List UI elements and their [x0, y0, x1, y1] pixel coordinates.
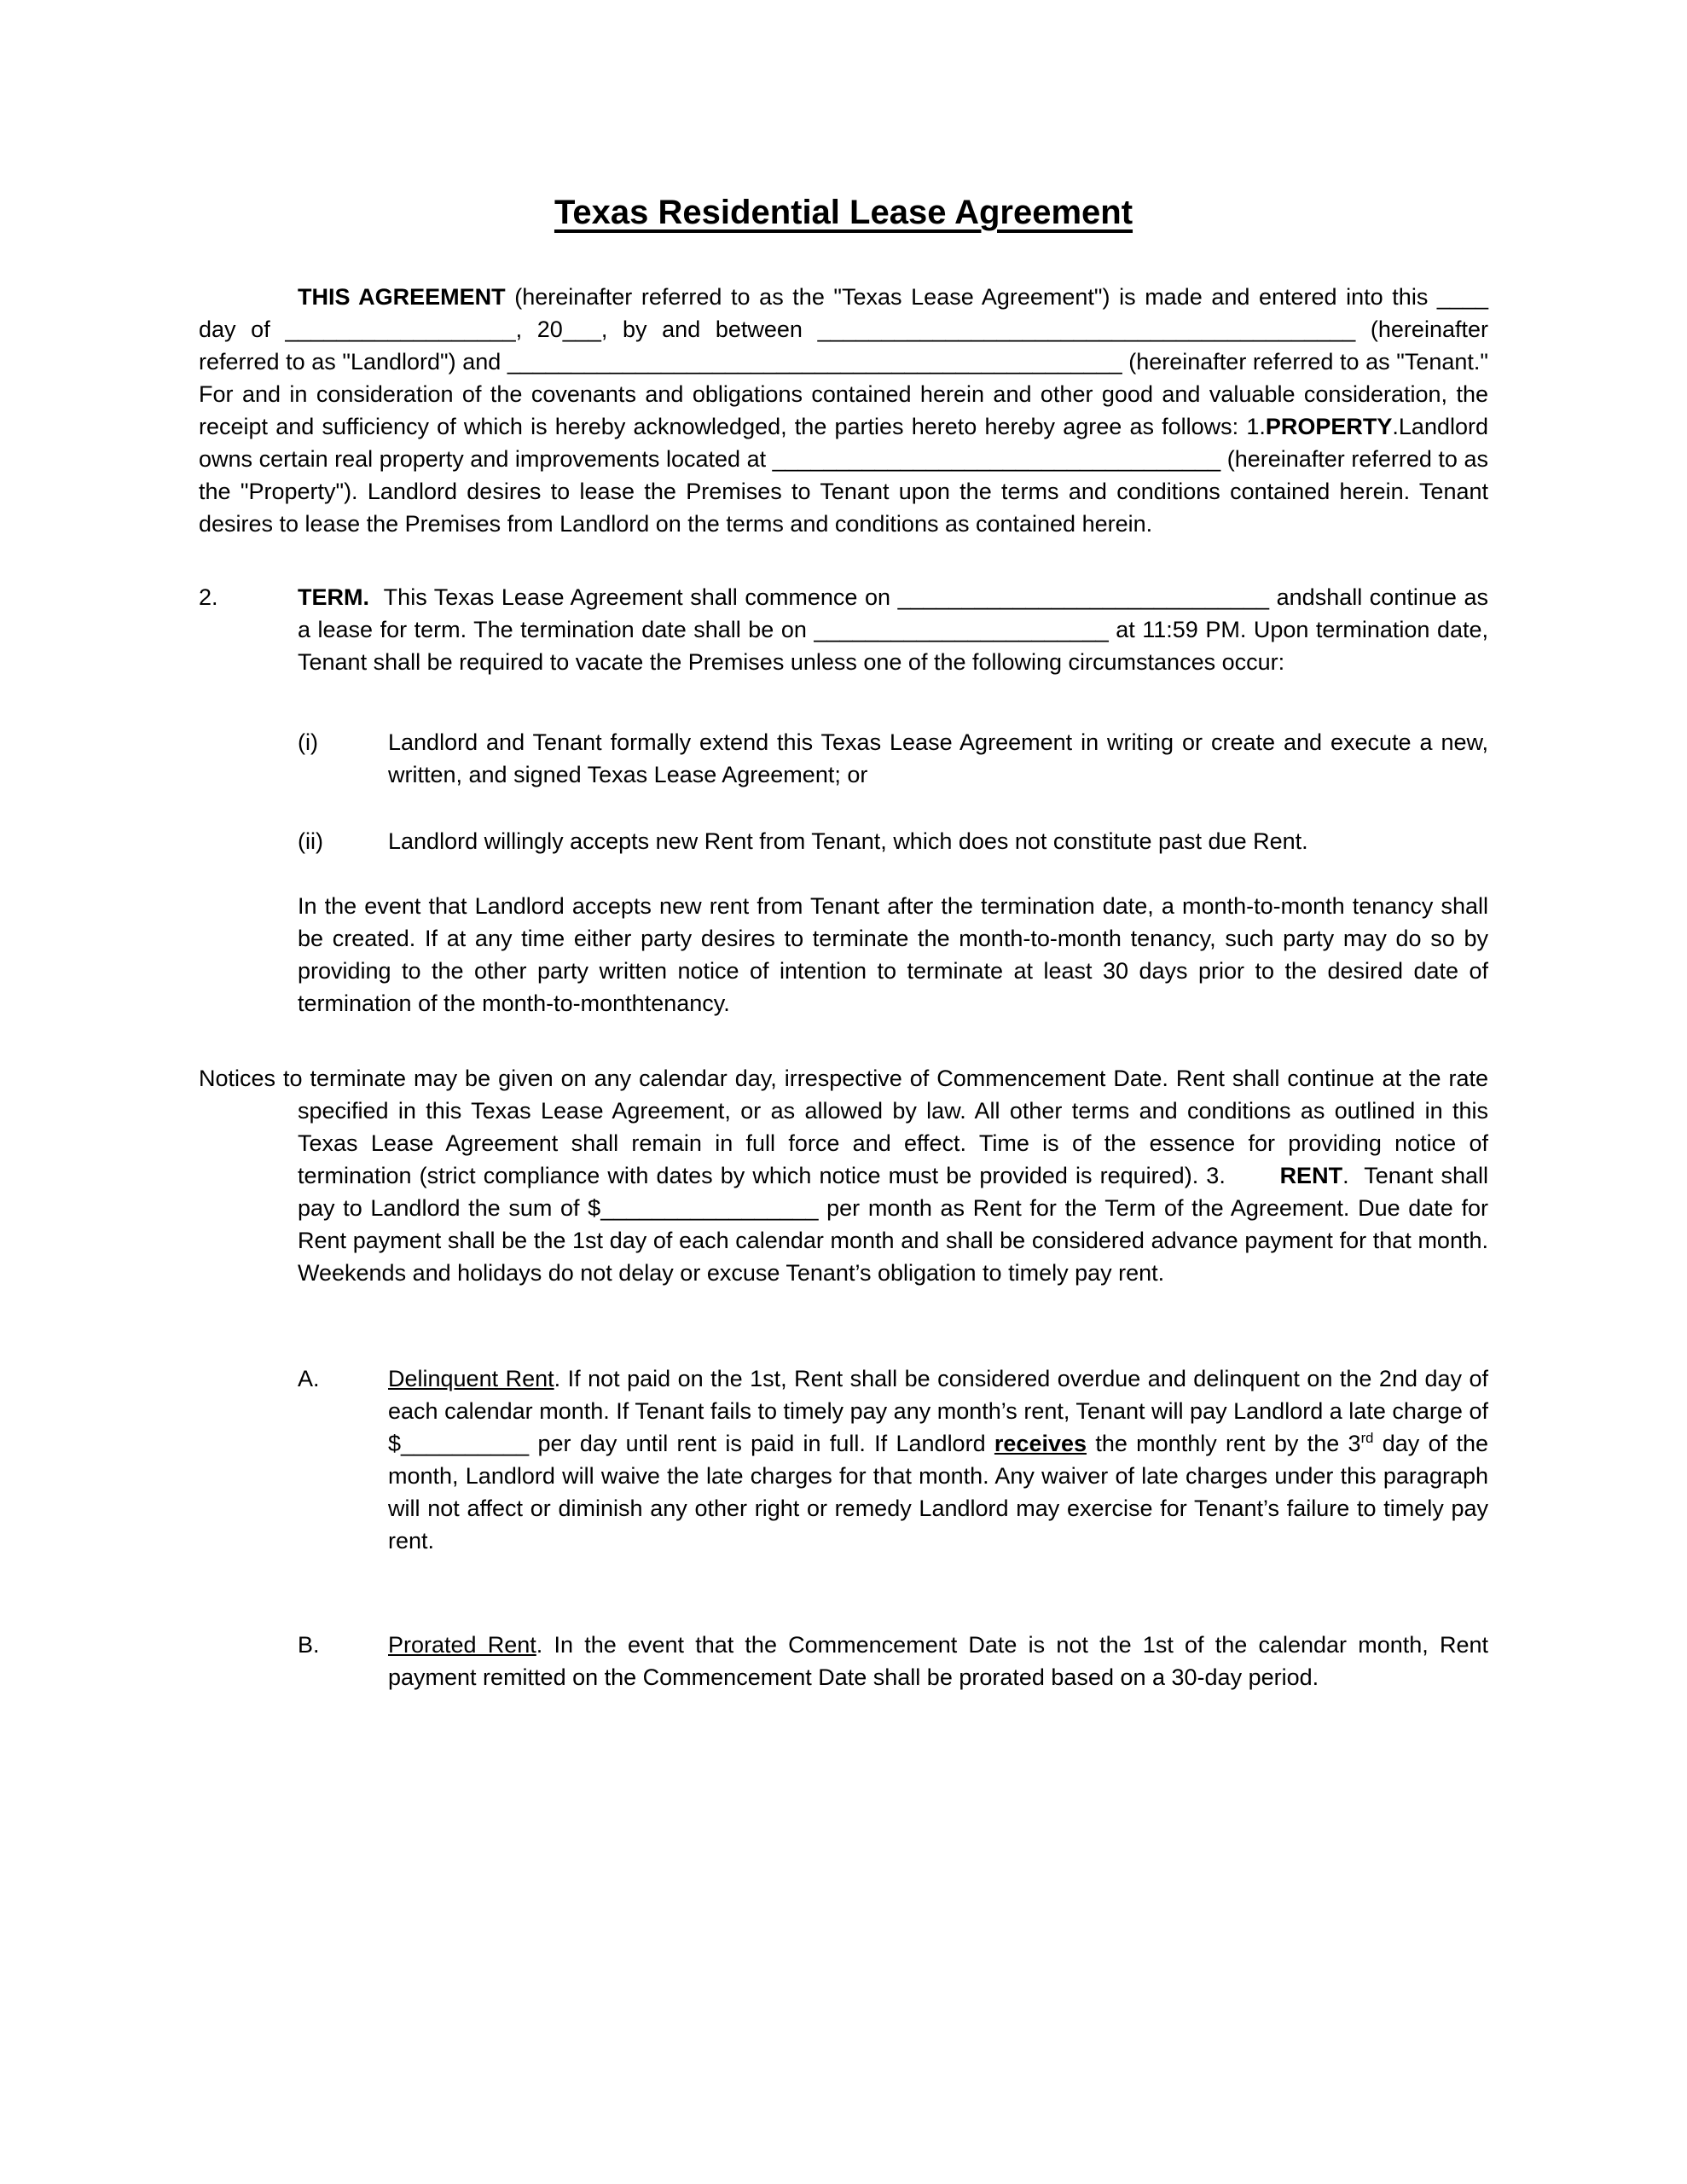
clause-ii-text: Landlord willingly accepts new Rent from Tenant, which does not constitute past due Rent. — [388, 828, 1308, 854]
clause-i-number: (i) — [298, 729, 318, 755]
month-to-month-paragraph: In the event that Landlord accepts new rent from Tenant after the termination date, a month-to-month tenancy shall be created. If at any time either party desires to terminate the month-to-month tenancy, such party may do so by providing to the other party written notice of intention to terminate at least 30 days prior to the desired date of termination of the month-to-monthtenancy. — [298, 893, 1488, 1016]
clause-i-text: Landlord and Tenant formally extend this Texas Lease Agreement in writing or create and execute a new, written, and signed Texas Lease Agreement; or — [388, 729, 1488, 787]
prorated-rent-item — [298, 1629, 1488, 1693]
section-term — [199, 581, 1488, 678]
prorated-rent-text: Prorated Rent. In the event that the Commencement Date is not the 1st of the calendar month, Rent payment remitted on the Commencement Date shall be prorated based on a 30-day period. — [388, 1632, 1489, 1690]
delinquent-rent-text: Delinquent Rent. If not paid on the 1st, Rent shall be considered overdue and delinquent on the 2nd day of each calendar month. If Tenant fails to timely pay any month’s rent, Tenant will pay Landlord a late charge of $__________ per day until rent is paid in full. If Landlord receives the monthly rent by the 3rd day of the month, Landlord will waive the late charges for that month. Any waiver of late charges under this paragraph will not affect or diminish any other right or remedy Landlord may exercise for Tenant’s failure to timely pay rent. — [388, 1366, 1488, 1554]
intro-paragraph: THIS AGREEMENT (hereinafter referred to as the "Texas Lease Agreement") is made and entered into this ____ day of __________________, 20___, by and between __________________________________________ (hereinafter referred to as "Landlord") and ________________________________________________ (hereinafter referred to as "Tenant." For and in consideration of the covenants and obligations contained herein and other good and valuable consideration, the receipt and sufficiency of which is hereby acknowledged, the parties hereto hereby agree as follows: 1.PROPERTY.Landlord owns certain real property and improvements located at ___________________________________ (hereinafter referred to as the "Property"). Landlord desires to lease the Premises to Tenant upon the terms and conditions contained herein. Tenant desires to lease the Premises from Landlord on the terms and conditions as contained herein. — [199, 284, 1488, 537]
clause-ii — [298, 825, 1488, 857]
delinquent-rent-item — [298, 1362, 1488, 1557]
prorated-rent-letter: B. — [298, 1632, 320, 1658]
document-title: Texas Residential Lease Agreement — [554, 194, 1133, 231]
notices-rent-paragraph: Notices to terminate may be given on any calendar day, irrespective of Commencement Date. Rent shall continue at the rate specified in this Texas Lease Agreement, or as allowed by law. All other terms and conditions as outlined in this Texas Lease Agreement shall remain in full force and effect. Time is of the essence for providing notice of termination (strict compliance with dates by which notice must be provided is required). 3. RENT. Tenant shall pay to Landlord the sum of $_________________ per month as Rent for the Term of the Agreement. Due date for Rent payment shall be the 1st day of each calendar month and shall be considered advance payment for that month. Weekends and holidays do not delay or excuse Tenant’s obligation to timely pay rent. — [199, 1066, 1488, 1286]
delinquent-rent-letter: A. — [298, 1366, 320, 1391]
section-term-number: 2. — [199, 584, 218, 610]
clause-ii-number: (ii) — [298, 828, 323, 854]
clause-i — [298, 726, 1488, 791]
section-term-text: TERM. This Texas Lease Agreement shall commence on _____________________________ andshall continue as a lease for term. The termination date shall be on _______________________ at 11:59 PM. Upon termination date, Tenant shall be required to vacate the Premises unless one of the following circumstances occur: — [298, 584, 1488, 675]
